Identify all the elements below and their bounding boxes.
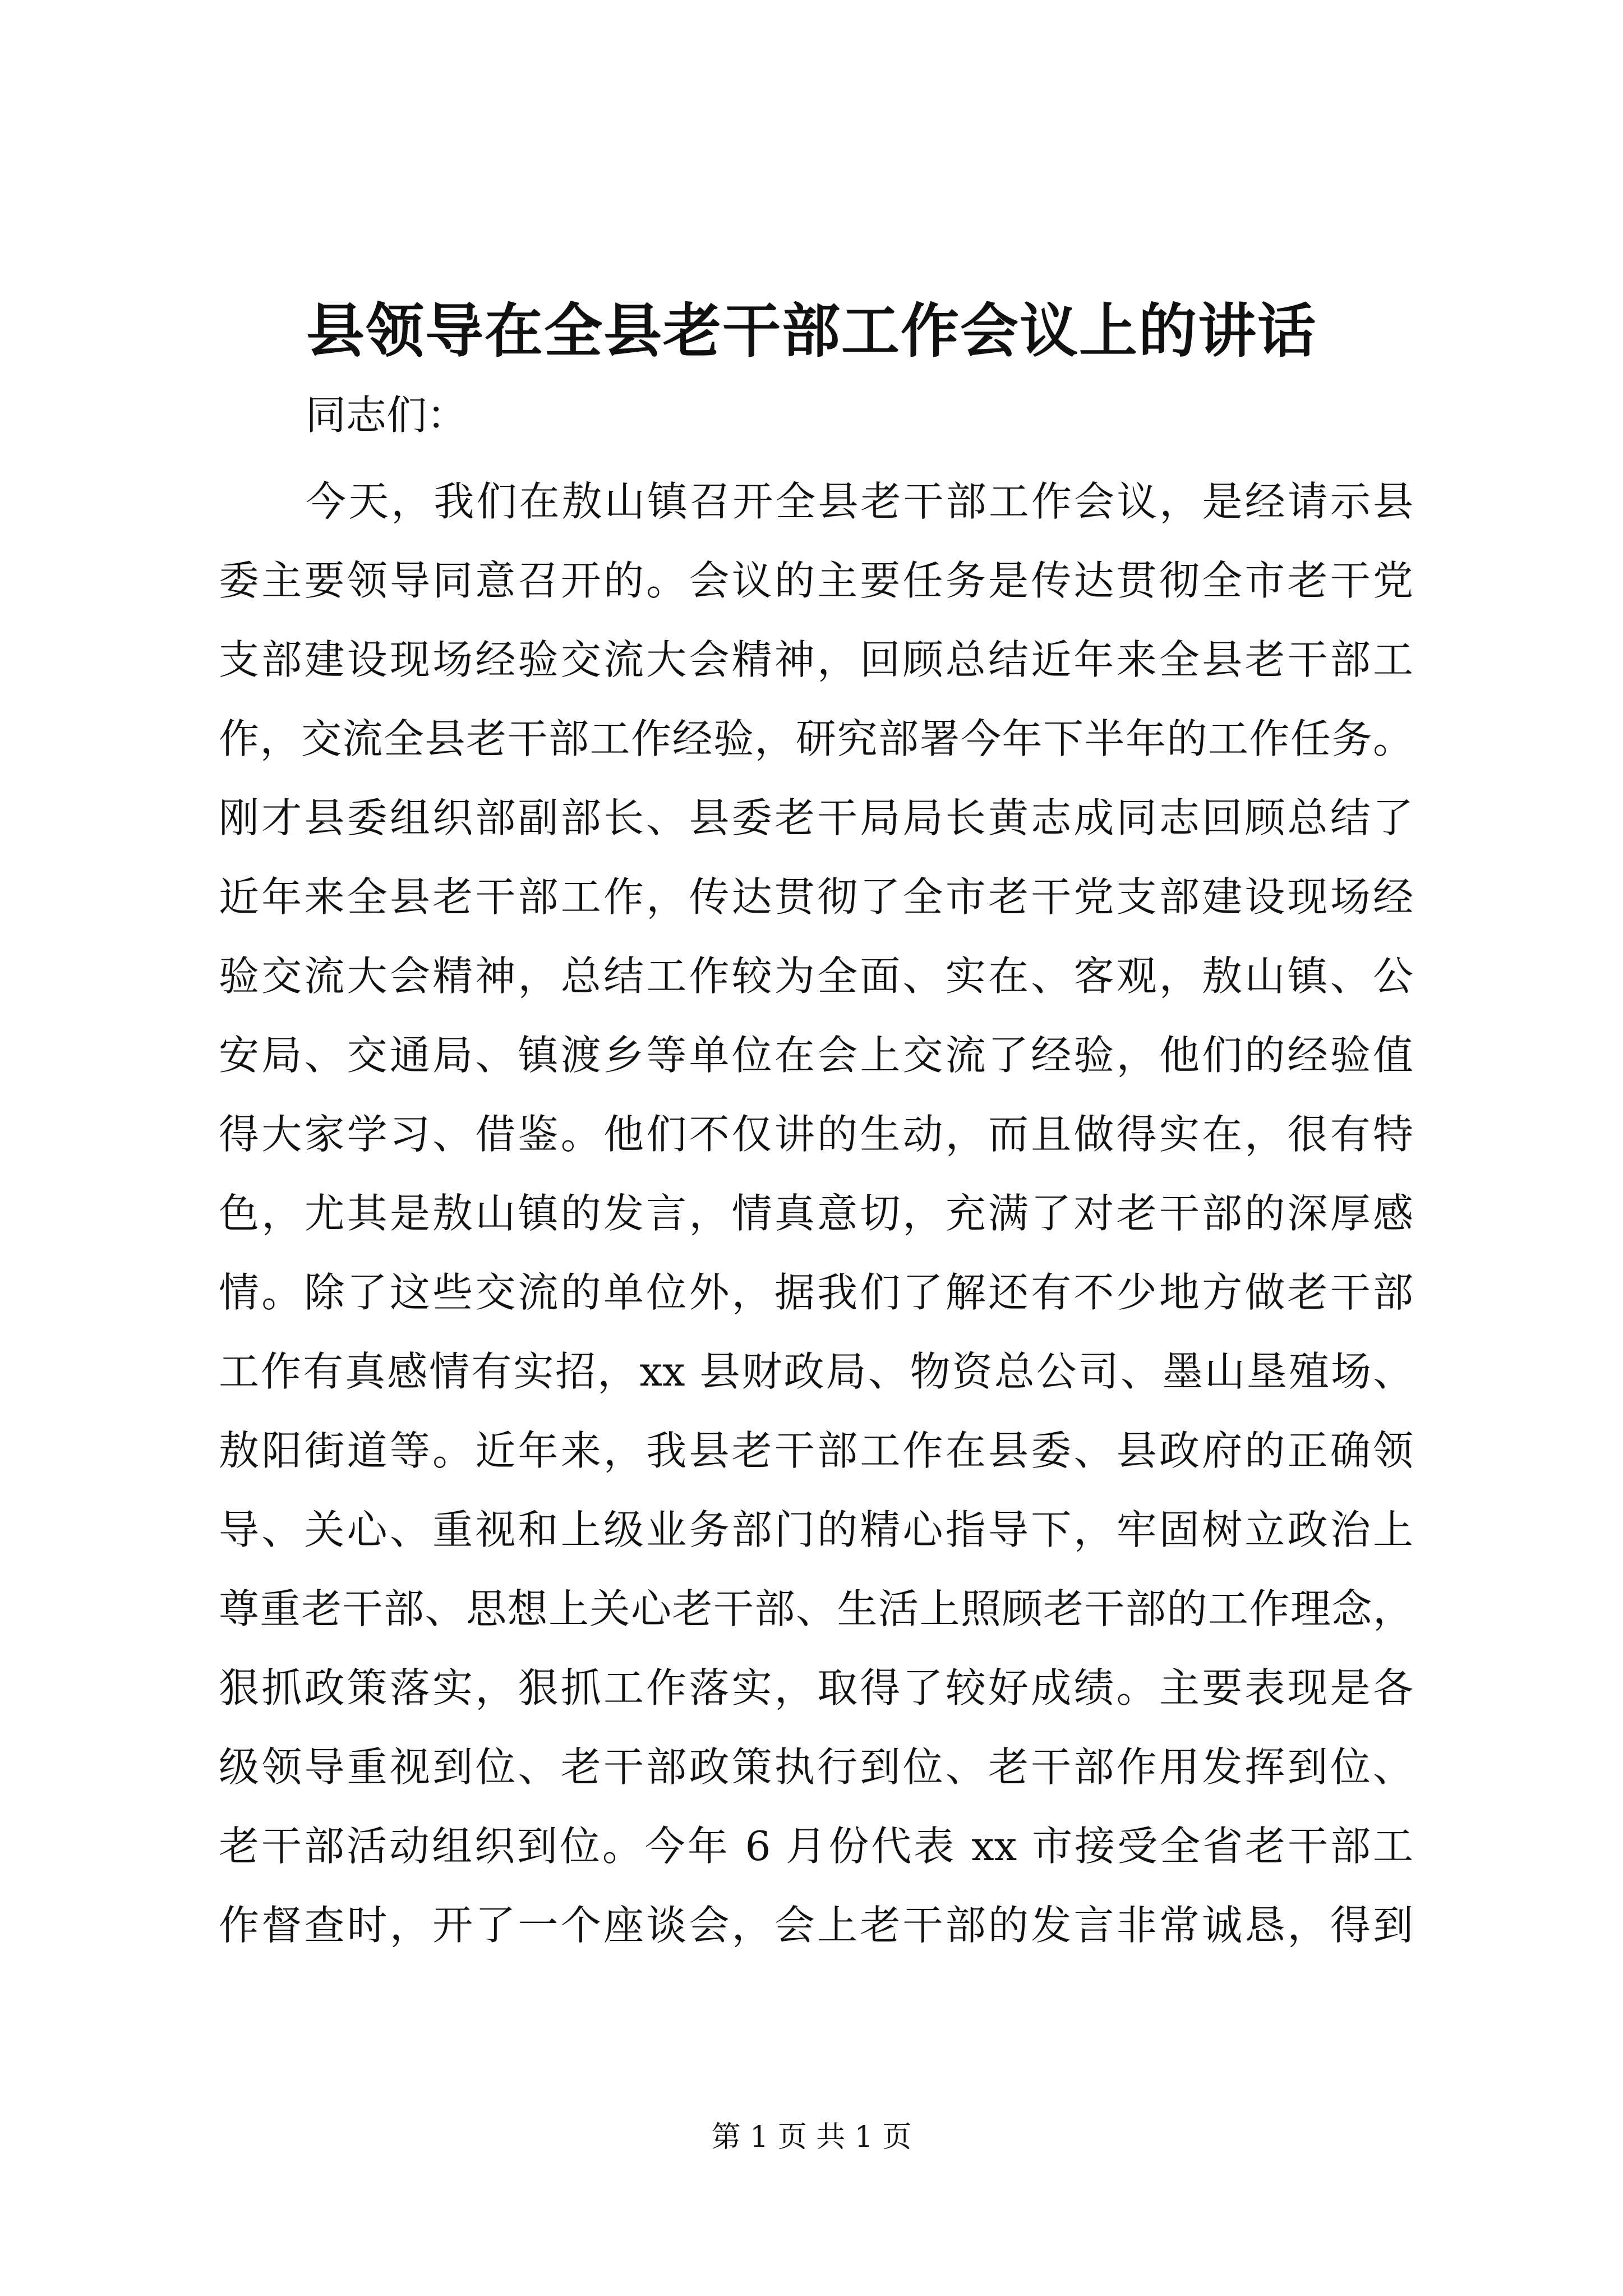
body-line: 老干部活动组织到位。今年 6 月份代表 xx 市接受全省老干部工 (219, 1823, 1413, 1870)
body-line: 得大家学习、借鉴。他们不仅讲的生动，而且做得实在，很有特 (219, 1111, 1413, 1158)
body-line: 敖阳街道等。近年来，我县老干部工作在县委、县政府的正确领 (219, 1427, 1413, 1474)
body-line: 作督查时，开了一个座谈会，会上老干部的发言非常诚恳，得到 (219, 1902, 1413, 1949)
body-line: 验交流大会精神，总结工作较为全面、实在、客观，敖山镇、公 (219, 953, 1413, 1000)
body-line: 今天，我们在敖山镇召开全县老干部工作会议，是经请示县 (306, 478, 1413, 525)
body-line: 工作有真感情有实招，xx 县财政局、物资总公司、墨山垦殖场、 (219, 1348, 1413, 1395)
body-line: 支部建设现场经验交流大会精神，回顾总结近年来全县老干部工 (219, 636, 1413, 683)
body-line: 导、关心、重视和上级业务部门的精心指导下，牢固树立政治上 (219, 1506, 1413, 1553)
body-line: 委主要领导同意召开的。会议的主要任务是传达贯彻全市老干党 (219, 557, 1413, 604)
body-line: 情。除了这些交流的单位外，据我们了解还有不少地方做老干部 (219, 1269, 1413, 1316)
body-line: 安局、交通局、镇渡乡等单位在会上交流了经验，他们的经验值 (219, 1032, 1413, 1079)
body-line: 近年来全县老干部工作，传达贯彻了全市老干党支部建设现场经 (219, 873, 1413, 921)
salutation: 同志们： (306, 392, 468, 439)
body-line: 色，尤其是敖山镇的发言，情真意切，充满了对老干部的深厚感 (219, 1190, 1413, 1237)
body-line: 刚才县委组织部副部长、县委老干局局长黄志成同志回顾总结了 (219, 794, 1413, 841)
body-line: 级领导重视到位、老干部政策执行到位、老干部作用发挥到位、 (219, 1743, 1413, 1791)
body-line: 作，交流全县老干部工作经验，研究部署今年下半年的工作任务。 (219, 715, 1413, 762)
body-text (219, 462, 1413, 1965)
page-title: 县领导在全县老干部工作会议上的讲话 (306, 296, 1317, 365)
body-line: 狠抓政策落实，狠抓工作落实，取得了较好成绩。主要表现是各 (219, 1664, 1413, 1711)
page-footer: 第 1 页 共 1 页 (711, 2120, 912, 2154)
body-line: 尊重老干部、思想上关心老干部、生活上照顾老干部的工作理念， (219, 1585, 1413, 1632)
